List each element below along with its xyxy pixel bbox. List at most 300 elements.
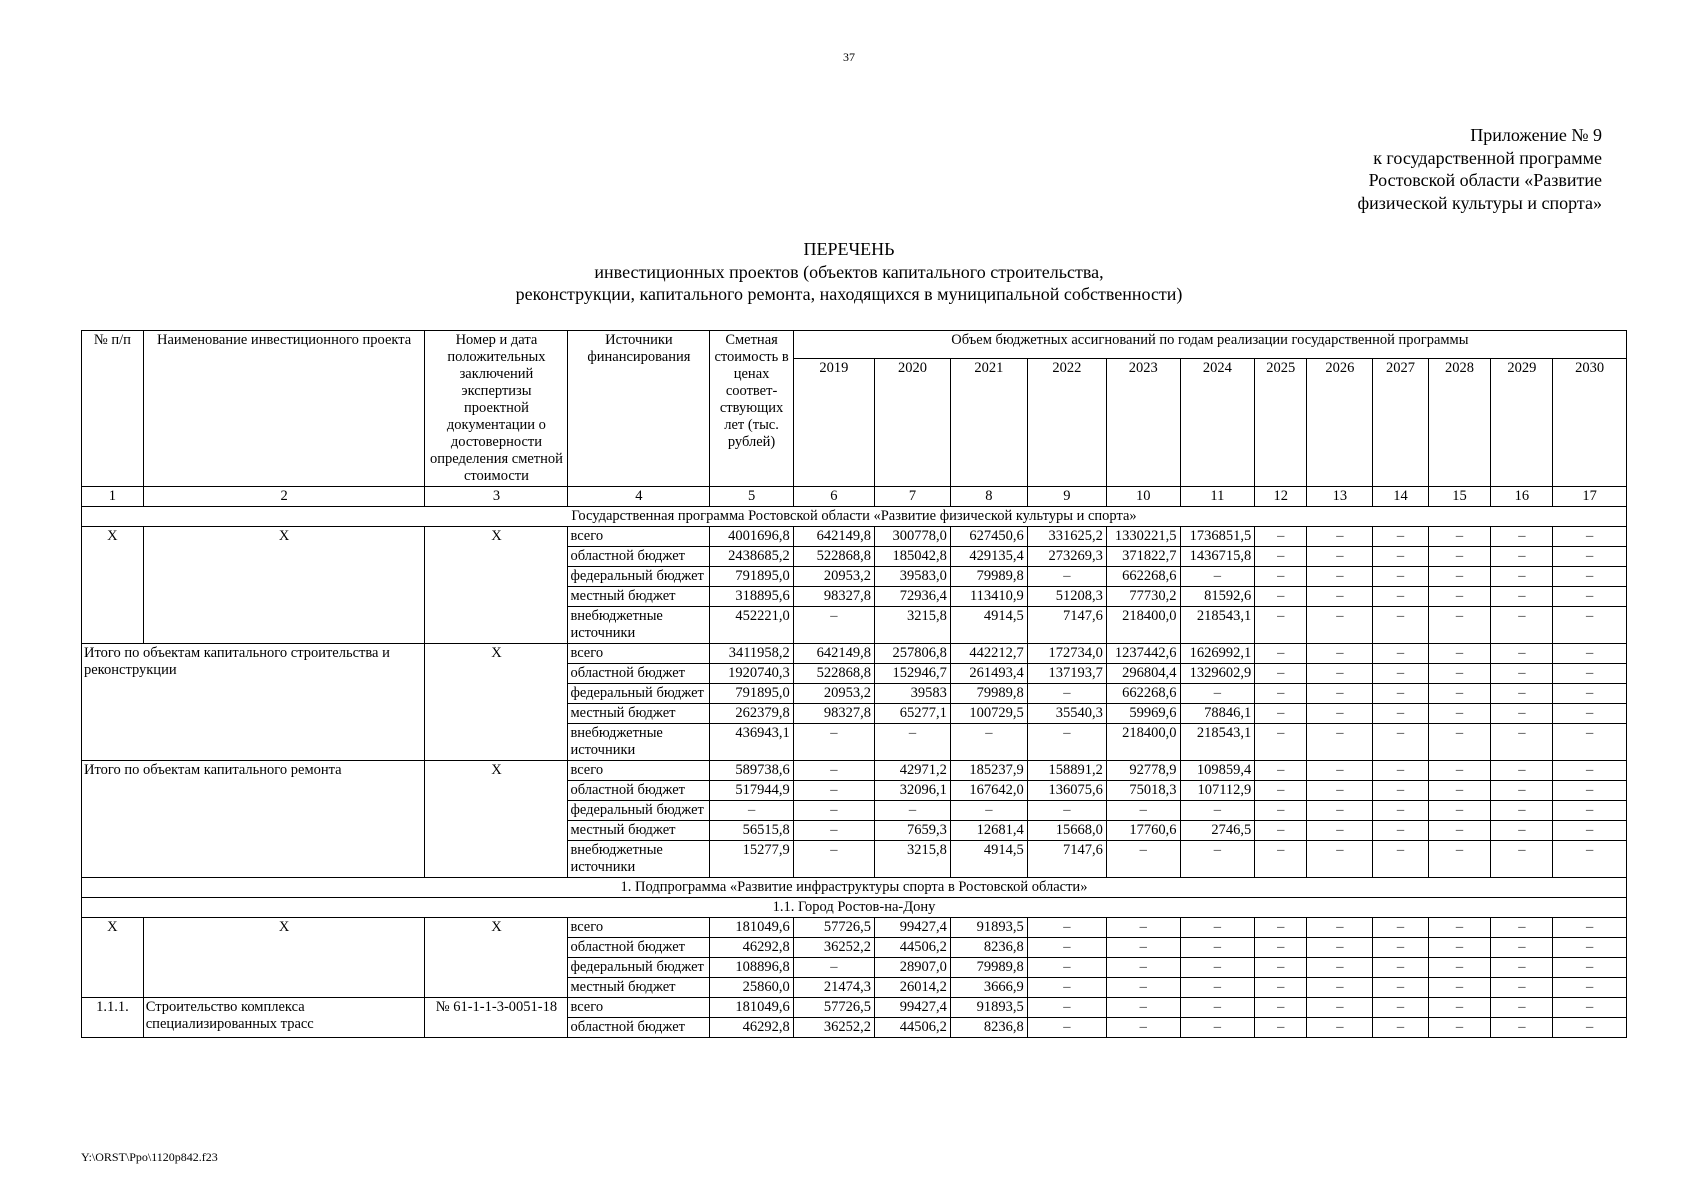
allocation-cell: –: [1373, 821, 1428, 841]
estimated-cost-cell: 4001696,8: [710, 527, 793, 547]
allocation-cell: –: [1553, 958, 1627, 978]
allocation-cell: 642149,8: [793, 644, 874, 664]
allocation-cell: –: [1307, 958, 1373, 978]
allocation-cell: –: [1027, 938, 1106, 958]
header-sources: Источники финансирования: [568, 331, 710, 487]
allocation-cell: –: [1255, 841, 1307, 878]
funding-source: областной бюджет: [568, 547, 710, 567]
allocation-cell: –: [1307, 644, 1373, 664]
expertise-conclusion: X: [425, 527, 568, 644]
funding-source: внебюджетные источники: [568, 724, 710, 761]
column-number: 7: [875, 487, 951, 507]
allocation-cell: –: [875, 724, 951, 761]
allocation-cell: –: [1428, 644, 1491, 664]
allocation-cell: –: [1553, 567, 1627, 587]
allocation-cell: –: [1180, 801, 1255, 821]
allocation-cell: –: [1491, 704, 1553, 724]
allocation-cell: –: [1180, 978, 1255, 998]
column-number: 15: [1428, 487, 1491, 507]
allocation-cell: –: [1027, 958, 1106, 978]
allocation-cell: –: [1255, 998, 1307, 1018]
allocation-cell: 57726,5: [793, 998, 874, 1018]
allocation-cell: –: [1491, 1018, 1553, 1038]
allocation-cell: –: [1180, 958, 1255, 978]
estimated-cost-cell: 2438685,2: [710, 547, 793, 567]
allocation-cell: 59969,6: [1106, 704, 1180, 724]
allocation-cell: –: [1255, 781, 1307, 801]
allocation-cell: 7147,6: [1027, 841, 1106, 878]
allocation-cell: –: [1491, 998, 1553, 1018]
funding-source: всего: [568, 761, 710, 781]
allocation-cell: –: [1255, 978, 1307, 998]
allocation-cell: –: [1491, 684, 1553, 704]
allocation-cell: 257806,8: [875, 644, 951, 664]
allocation-cell: 79989,8: [950, 567, 1027, 587]
allocation-cell: –: [1027, 567, 1106, 587]
allocation-cell: 273269,3: [1027, 547, 1106, 567]
allocation-cell: 81592,6: [1180, 587, 1255, 607]
allocation-cell: –: [793, 724, 874, 761]
allocation-cell: 92778,9: [1106, 761, 1180, 781]
allocation-cell: 39583,0: [875, 567, 951, 587]
project-name: Строительство комплекса специализированных трасс: [143, 998, 425, 1038]
allocation-cell: –: [1491, 547, 1553, 567]
estimated-cost-cell: 181049,6: [710, 918, 793, 938]
section-row: [82, 507, 1627, 527]
expertise-conclusion: X: [425, 761, 568, 878]
funding-source: внебюджетные источники: [568, 841, 710, 878]
column-number: 5: [710, 487, 793, 507]
header-year: 2026: [1307, 359, 1373, 487]
allocation-cell: 20953,2: [793, 684, 874, 704]
expertise-conclusion: X: [425, 644, 568, 761]
allocation-cell: –: [1553, 938, 1627, 958]
section-row: [82, 898, 1627, 918]
allocation-cell: –: [1255, 704, 1307, 724]
appendix-line: Ростовской области «Развитие: [1368, 170, 1602, 190]
allocation-cell: –: [1373, 704, 1428, 724]
allocation-cell: –: [1255, 724, 1307, 761]
allocation-cell: –: [1428, 684, 1491, 704]
section-title: Государственная программа Ростовской области «Развитие физической культуры и спорта»: [82, 507, 1627, 527]
allocation-cell: –: [1373, 761, 1428, 781]
table-row: [82, 527, 1627, 547]
header-cost: Сметная стоимость в ценах соответ-ствующих лет (тыс. рублей): [710, 331, 793, 487]
allocation-cell: 3215,8: [875, 841, 951, 878]
allocation-cell: 1626992,1: [1180, 644, 1255, 664]
allocation-cell: –: [1307, 527, 1373, 547]
header-num: № п/п: [82, 331, 144, 487]
section-row: [82, 878, 1627, 898]
allocation-cell: 51208,3: [1027, 587, 1106, 607]
allocation-cell: –: [1255, 821, 1307, 841]
allocation-cell: –: [1255, 684, 1307, 704]
estimated-cost-cell: 181049,6: [710, 998, 793, 1018]
allocation-cell: –: [1491, 821, 1553, 841]
allocation-cell: 42971,2: [875, 761, 951, 781]
allocation-cell: –: [1553, 684, 1627, 704]
allocation-cell: –: [1553, 841, 1627, 878]
allocation-cell: –: [1307, 607, 1373, 644]
allocation-cell: –: [1428, 841, 1491, 878]
allocation-cell: 296804,4: [1106, 664, 1180, 684]
allocation-cell: 218543,1: [1180, 724, 1255, 761]
allocation-cell: 1330221,5: [1106, 527, 1180, 547]
allocation-cell: –: [1180, 841, 1255, 878]
header-year: 2030: [1553, 359, 1627, 487]
allocation-cell: 107112,9: [1180, 781, 1255, 801]
allocation-cell: –: [1180, 918, 1255, 938]
expertise-conclusion: X: [425, 918, 568, 998]
allocation-cell: –: [1491, 801, 1553, 821]
allocation-cell: –: [1491, 938, 1553, 958]
allocation-cell: –: [1255, 938, 1307, 958]
allocation-cell: –: [1027, 918, 1106, 938]
estimated-cost-cell: 46292,8: [710, 938, 793, 958]
allocation-cell: –: [1491, 587, 1553, 607]
header-year: 2022: [1027, 359, 1106, 487]
allocation-cell: 7147,6: [1027, 607, 1106, 644]
section-title: 1.1. Город Ростов-на-Дону: [82, 898, 1627, 918]
allocation-cell: 12681,4: [950, 821, 1027, 841]
estimated-cost-cell: –: [710, 801, 793, 821]
allocation-cell: –: [1373, 567, 1428, 587]
allocation-cell: –: [1255, 644, 1307, 664]
allocation-cell: –: [1553, 781, 1627, 801]
allocation-cell: 2746,5: [1180, 821, 1255, 841]
header-year: 2019: [793, 359, 874, 487]
allocation-cell: –: [1255, 527, 1307, 547]
allocation-cell: –: [1106, 938, 1180, 958]
allocation-cell: –: [1491, 781, 1553, 801]
allocation-cell: 152946,7: [875, 664, 951, 684]
column-number: 6: [793, 487, 874, 507]
allocation-cell: 79989,8: [950, 684, 1027, 704]
funding-source: областной бюджет: [568, 938, 710, 958]
allocation-cell: 36252,2: [793, 938, 874, 958]
allocation-cell: –: [1255, 1018, 1307, 1038]
allocation-cell: 100729,5: [950, 704, 1027, 724]
allocation-cell: 218543,1: [1180, 607, 1255, 644]
allocation-cell: –: [1428, 607, 1491, 644]
allocation-cell: –: [1307, 841, 1373, 878]
allocation-cell: 91893,5: [950, 998, 1027, 1018]
allocation-cell: –: [1553, 821, 1627, 841]
estimated-cost-cell: 15277,9: [710, 841, 793, 878]
funding-source: местный бюджет: [568, 704, 710, 724]
allocation-cell: 21474,3: [793, 978, 874, 998]
allocation-cell: –: [793, 781, 874, 801]
allocation-cell: –: [1027, 1018, 1106, 1038]
allocation-cell: 4914,5: [950, 841, 1027, 878]
column-number: 11: [1180, 487, 1255, 507]
estimated-cost-cell: 56515,8: [710, 821, 793, 841]
estimated-cost-cell: 262379,8: [710, 704, 793, 724]
allocation-cell: –: [1307, 587, 1373, 607]
allocation-cell: –: [1255, 761, 1307, 781]
expertise-conclusion: № 61-1-1-3-0051-18: [425, 998, 568, 1038]
header-year: 2027: [1373, 359, 1428, 487]
allocation-cell: –: [1428, 918, 1491, 938]
allocation-cell: 300778,0: [875, 527, 951, 547]
allocation-cell: –: [1373, 1018, 1428, 1038]
allocation-cell: 91893,5: [950, 918, 1027, 938]
allocation-cell: –: [1428, 587, 1491, 607]
allocation-cell: –: [1373, 801, 1428, 821]
allocation-cell: 8236,8: [950, 1018, 1027, 1038]
allocation-cell: –: [1373, 918, 1428, 938]
allocation-cell: –: [1373, 644, 1428, 664]
allocation-cell: –: [950, 724, 1027, 761]
funding-source: всего: [568, 998, 710, 1018]
allocation-cell: –: [1428, 978, 1491, 998]
allocation-cell: –: [1428, 547, 1491, 567]
allocation-cell: –: [1106, 978, 1180, 998]
allocation-cell: –: [1491, 761, 1553, 781]
allocation-cell: –: [1027, 684, 1106, 704]
allocation-cell: –: [1428, 998, 1491, 1018]
allocation-cell: –: [793, 607, 874, 644]
estimated-cost-cell: 318895,6: [710, 587, 793, 607]
funding-source: всего: [568, 918, 710, 938]
allocation-cell: 158891,2: [1027, 761, 1106, 781]
estimated-cost-cell: 791895,0: [710, 567, 793, 587]
group-name: Итого по объектам капитального строительства и реконструкции: [82, 644, 425, 761]
allocation-cell: –: [1553, 998, 1627, 1018]
funding-source: всего: [568, 527, 710, 547]
allocation-cell: 35540,3: [1027, 704, 1106, 724]
appendix-line: Приложение № 9: [1470, 125, 1602, 145]
allocation-cell: –: [1491, 841, 1553, 878]
allocation-cell: 57726,5: [793, 918, 874, 938]
allocation-cell: –: [1428, 1018, 1491, 1038]
allocation-cell: 522868,8: [793, 547, 874, 567]
allocation-cell: –: [1307, 781, 1373, 801]
allocation-cell: 185042,8: [875, 547, 951, 567]
allocation-cell: –: [793, 761, 874, 781]
allocation-cell: 75018,3: [1106, 781, 1180, 801]
column-number: 2: [143, 487, 425, 507]
allocation-cell: 98327,8: [793, 704, 874, 724]
allocation-cell: –: [1491, 527, 1553, 547]
allocation-cell: 72936,4: [875, 587, 951, 607]
funding-source: федеральный бюджет: [568, 958, 710, 978]
allocation-cell: –: [1553, 704, 1627, 724]
allocation-cell: –: [1553, 1018, 1627, 1038]
group-name: Итого по объектам капитального ремонта: [82, 761, 425, 878]
column-number: 16: [1491, 487, 1553, 507]
section-title: 1. Подпрограмма «Развитие инфраструктуры спорта в Ростовской области»: [82, 878, 1627, 898]
allocation-cell: –: [1373, 958, 1428, 978]
allocation-cell: –: [1307, 821, 1373, 841]
allocation-cell: –: [1428, 958, 1491, 978]
allocation-cell: –: [950, 801, 1027, 821]
allocation-cell: –: [1373, 684, 1428, 704]
allocation-cell: –: [1307, 567, 1373, 587]
allocation-cell: –: [1553, 918, 1627, 938]
allocation-cell: 3215,8: [875, 607, 951, 644]
column-number: 1: [82, 487, 144, 507]
allocation-cell: –: [1255, 587, 1307, 607]
allocation-cell: 99427,4: [875, 918, 951, 938]
allocation-cell: –: [1491, 978, 1553, 998]
allocation-cell: –: [1553, 547, 1627, 567]
funding-source: областной бюджет: [568, 781, 710, 801]
allocation-cell: 98327,8: [793, 587, 874, 607]
allocation-cell: 662268,6: [1106, 567, 1180, 587]
allocation-cell: –: [793, 801, 874, 821]
allocation-cell: –: [1255, 664, 1307, 684]
allocation-cell: –: [1255, 567, 1307, 587]
allocation-cell: –: [1106, 918, 1180, 938]
column-number: 10: [1106, 487, 1180, 507]
allocation-cell: –: [1307, 978, 1373, 998]
allocation-cell: –: [1255, 958, 1307, 978]
allocation-cell: 442212,7: [950, 644, 1027, 664]
project-name: X: [143, 527, 425, 644]
allocation-cell: –: [1255, 607, 1307, 644]
allocation-cell: –: [1180, 938, 1255, 958]
allocation-cell: 1329602,9: [1180, 664, 1255, 684]
allocation-cell: 429135,4: [950, 547, 1027, 567]
page-number: 37: [843, 50, 855, 64]
allocation-cell: –: [1428, 527, 1491, 547]
allocation-cell: –: [1106, 958, 1180, 978]
allocation-cell: –: [1307, 724, 1373, 761]
column-number: 3: [425, 487, 568, 507]
column-number: 12: [1255, 487, 1307, 507]
allocation-cell: –: [1373, 998, 1428, 1018]
allocation-cell: –: [1307, 938, 1373, 958]
allocation-cell: –: [1428, 781, 1491, 801]
allocation-cell: 331625,2: [1027, 527, 1106, 547]
allocation-cell: –: [1307, 547, 1373, 567]
allocation-cell: 26014,2: [875, 978, 951, 998]
column-number: 14: [1373, 487, 1428, 507]
funding-source: местный бюджет: [568, 587, 710, 607]
allocation-cell: 522868,8: [793, 664, 874, 684]
funding-source: федеральный бюджет: [568, 684, 710, 704]
header-year: 2029: [1491, 359, 1553, 487]
allocation-cell: –: [1307, 1018, 1373, 1038]
funding-source: областной бюджет: [568, 664, 710, 684]
estimated-cost-cell: 3411958,2: [710, 644, 793, 664]
appendix-note: [1282, 124, 1602, 214]
project-number: X: [82, 527, 144, 644]
allocation-cell: 3666,9: [950, 978, 1027, 998]
allocation-cell: –: [1027, 998, 1106, 1018]
allocation-cell: –: [1180, 684, 1255, 704]
allocation-cell: –: [1428, 664, 1491, 684]
allocation-cell: –: [1491, 567, 1553, 587]
allocation-cell: –: [875, 801, 951, 821]
allocation-cell: 15668,0: [1027, 821, 1106, 841]
allocation-cell: –: [1553, 607, 1627, 644]
allocation-cell: –: [1307, 998, 1373, 1018]
allocation-cell: –: [1373, 978, 1428, 998]
allocation-cell: –: [1491, 607, 1553, 644]
table-row: [82, 761, 1627, 781]
investment-projects-table: [81, 330, 1627, 1038]
estimated-cost-cell: 517944,9: [710, 781, 793, 801]
allocation-cell: –: [1491, 724, 1553, 761]
allocation-cell: –: [1106, 801, 1180, 821]
allocation-cell: –: [793, 958, 874, 978]
allocation-cell: 44506,2: [875, 938, 951, 958]
header-volume: Объем бюджетных ассигнований по годам реализации государственной программы: [793, 331, 1626, 359]
allocation-cell: –: [1428, 567, 1491, 587]
header-name: Наименование инвестиционного проекта: [143, 331, 425, 487]
allocation-cell: 65277,1: [875, 704, 951, 724]
allocation-cell: 137193,7: [1027, 664, 1106, 684]
allocation-cell: –: [1553, 724, 1627, 761]
allocation-cell: 1237442,6: [1106, 644, 1180, 664]
funding-source: федеральный бюджет: [568, 801, 710, 821]
allocation-cell: –: [1491, 664, 1553, 684]
allocation-cell: –: [1255, 547, 1307, 567]
document-title: [0, 238, 1698, 306]
allocation-cell: –: [1428, 724, 1491, 761]
allocation-cell: –: [1307, 761, 1373, 781]
file-path-footer: Y:\ORST\Ppo\1120p842.f23: [81, 1150, 218, 1164]
allocation-cell: –: [1491, 918, 1553, 938]
allocation-cell: –: [1106, 998, 1180, 1018]
appendix-line: физической культуры и спорта»: [1357, 192, 1602, 213]
table-row: [82, 918, 1627, 938]
allocation-cell: –: [1373, 607, 1428, 644]
allocation-cell: –: [793, 821, 874, 841]
allocation-cell: –: [1027, 801, 1106, 821]
allocation-cell: –: [1373, 547, 1428, 567]
estimated-cost-cell: 452221,0: [710, 607, 793, 644]
allocation-cell: –: [1553, 761, 1627, 781]
estimated-cost-cell: 589738,6: [710, 761, 793, 781]
allocation-cell: –: [1255, 801, 1307, 821]
allocation-cell: –: [1106, 841, 1180, 878]
allocation-cell: 167642,0: [950, 781, 1027, 801]
funding-source: федеральный бюджет: [568, 567, 710, 587]
allocation-cell: 109859,4: [1180, 761, 1255, 781]
allocation-cell: –: [1373, 587, 1428, 607]
allocation-cell: 77730,2: [1106, 587, 1180, 607]
allocation-cell: –: [1307, 918, 1373, 938]
column-number: 17: [1553, 487, 1627, 507]
allocation-cell: –: [1373, 841, 1428, 878]
header-year: 2021: [950, 359, 1027, 487]
allocation-cell: 371822,7: [1106, 547, 1180, 567]
project-number: 1.1.1.: [82, 998, 144, 1038]
column-number: 13: [1307, 487, 1373, 507]
allocation-cell: 28907,0: [875, 958, 951, 978]
allocation-cell: –: [1180, 1018, 1255, 1038]
funding-source: внебюджетные источники: [568, 607, 710, 644]
allocation-cell: –: [1553, 978, 1627, 998]
allocation-cell: 20953,2: [793, 567, 874, 587]
estimated-cost-cell: 25860,0: [710, 978, 793, 998]
estimated-cost-cell: 1920740,3: [710, 664, 793, 684]
header-year: 2020: [875, 359, 951, 487]
allocation-cell: 218400,0: [1106, 607, 1180, 644]
allocation-cell: 627450,6: [950, 527, 1027, 547]
allocation-cell: 185237,9: [950, 761, 1027, 781]
allocation-cell: –: [1373, 724, 1428, 761]
allocation-cell: –: [1553, 527, 1627, 547]
header-year: 2023: [1106, 359, 1180, 487]
funding-source: областной бюджет: [568, 1018, 710, 1038]
funding-source: местный бюджет: [568, 978, 710, 998]
allocation-cell: –: [1428, 801, 1491, 821]
funding-source: всего: [568, 644, 710, 664]
